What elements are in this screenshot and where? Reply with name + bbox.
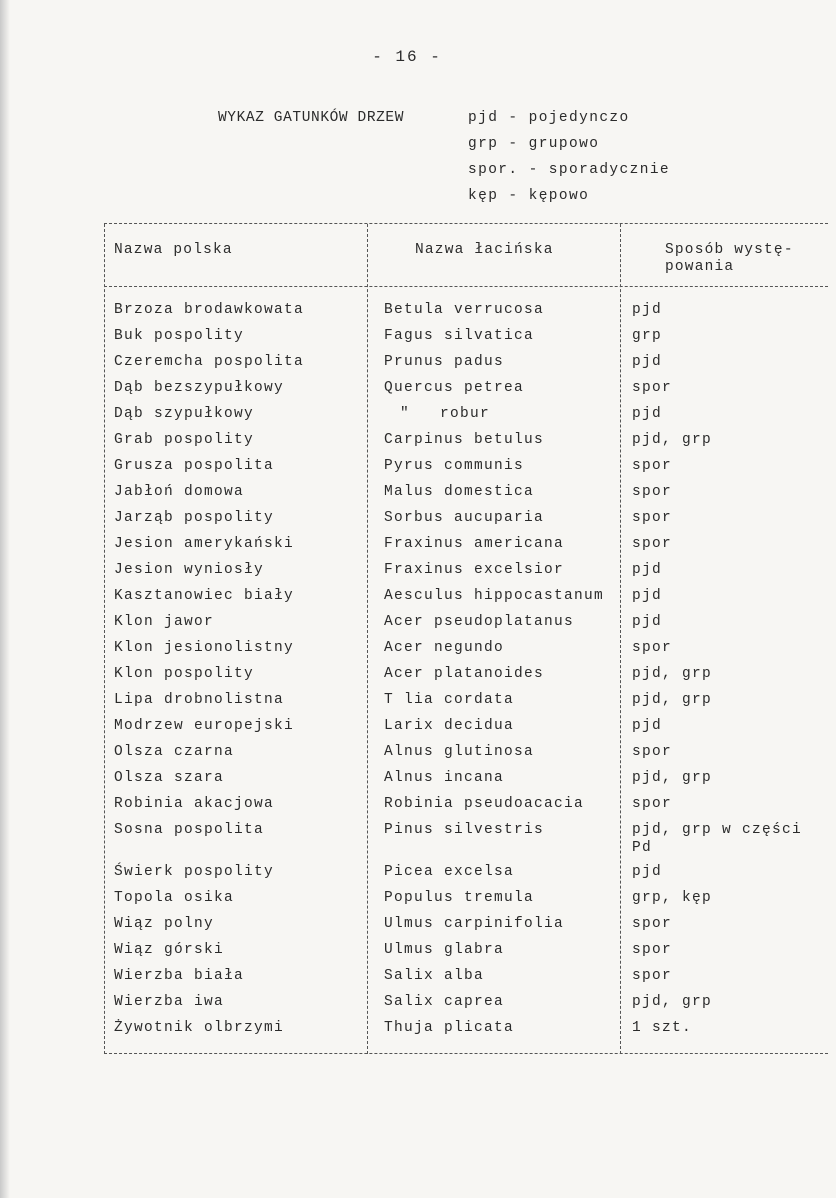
header-separator-rule: [104, 286, 828, 287]
occurrence-cell: pjd, grp: [632, 770, 713, 786]
polish-name-cell: Jarząb pospolity: [114, 510, 275, 526]
polish-name-cell: Jabłoń domowa: [114, 484, 245, 500]
table-row: [0, 665, 836, 691]
polish-name-cell: Robinia akacjowa: [114, 796, 275, 812]
latin-name-cell: Picea excelsa: [384, 864, 515, 880]
table-row: [0, 353, 836, 379]
table-row: [0, 431, 836, 457]
table-row: [0, 863, 836, 889]
occurrence-cell: spor: [632, 510, 673, 526]
occurrence-cell: pjd: [632, 562, 663, 578]
table-row: [0, 717, 836, 743]
polish-name-cell: Jesion wyniosły: [114, 562, 265, 578]
table-row: [0, 457, 836, 483]
occurrence-cell: spor: [632, 916, 673, 932]
table-row: [0, 535, 836, 561]
table-row: [0, 993, 836, 1019]
latin-name-cell: Fraxinus americana: [384, 536, 565, 552]
table-row: [0, 889, 836, 915]
list-title: WYKAZ GATUNKÓW DRZEW: [218, 110, 405, 126]
legend-item-grp: grp - grupowo: [468, 136, 600, 152]
occurrence-cell: spor: [632, 458, 673, 474]
table-row: [0, 743, 836, 769]
table-top-rule: [104, 223, 828, 224]
occurrence-cell: pjd: [632, 864, 663, 880]
table-row: [0, 691, 836, 717]
latin-name-cell: Quercus petrea: [384, 380, 525, 396]
species-table-body: [0, 301, 836, 1045]
occurrence-cell: pjd, grp: [632, 994, 713, 1010]
polish-name-cell: Klon jesionolistny: [114, 640, 295, 656]
table-row: [0, 915, 836, 941]
latin-name-cell: Alnus glutinosa: [384, 744, 535, 760]
polish-name-cell: Grab pospolity: [114, 432, 255, 448]
occurrence-cell: spor: [632, 536, 673, 552]
polish-name-cell: Modrzew europejski: [114, 718, 295, 734]
polish-name-cell: Grusza pospolita: [114, 458, 275, 474]
table-row: [0, 639, 836, 665]
occurrence-cell: spor: [632, 744, 673, 760]
occurrence-cell: spor: [632, 942, 673, 958]
latin-name-cell: Betula verrucosa: [384, 302, 545, 318]
polish-name-cell: Jesion amerykański: [114, 536, 295, 552]
occurrence-cell: pjd: [632, 354, 663, 370]
latin-name-cell: Salix alba: [384, 968, 485, 984]
occurrence-cell: grp, kęp: [632, 890, 713, 906]
latin-name-cell: Robinia pseudoacacia: [384, 796, 585, 812]
latin-name-cell: Carpinus betulus: [384, 432, 545, 448]
occurrence-line2: Pd: [632, 840, 653, 856]
polish-name-cell: Wierzba iwa: [114, 994, 225, 1010]
occurrence-cell: pjd: [632, 302, 663, 318]
polish-name-cell: Olsza szara: [114, 770, 225, 786]
table-row: [0, 483, 836, 509]
abbreviation-legend: [468, 110, 670, 214]
table-bottom-rule: [104, 1053, 828, 1054]
occurrence-cell: pjd: [632, 588, 663, 604]
latin-name-cell: Populus tremula: [384, 890, 535, 906]
occurrence-cell: spor: [632, 796, 673, 812]
latin-name-cell: Acer negundo: [384, 640, 505, 656]
polish-name-cell: Olsza czarna: [114, 744, 235, 760]
table-row: [0, 941, 836, 967]
latin-name-cell: Acer platanoides: [384, 666, 545, 682]
occurrence-cell: grp: [632, 328, 663, 344]
latin-name-cell: Sorbus aucuparia: [384, 510, 545, 526]
header-latin-name: Nazwa łacińska: [415, 242, 554, 258]
occurrence-cell: pjd, grp: [632, 666, 713, 682]
legend-item-kep: kęp - kępowo: [468, 188, 590, 204]
latin-name-cell: Prunus padus: [384, 354, 505, 370]
latin-name-cell: Fagus silvatica: [384, 328, 535, 344]
latin-name-cell: Fraxinus excelsior: [384, 562, 565, 578]
occurrence-cell: spor: [632, 968, 673, 984]
polish-name-cell: Lipa drobnolistna: [114, 692, 285, 708]
table-row: [0, 405, 836, 431]
occurrence-cell: pjd: [632, 406, 663, 422]
latin-name-cell: Aesculus hippocastanum: [384, 588, 605, 604]
latin-name-cell: Thuja plicata: [384, 1020, 515, 1036]
polish-name-cell: Brzoza brodawkowata: [114, 302, 305, 318]
table-row: [0, 967, 836, 993]
polish-name-cell: Klon pospolity: [114, 666, 255, 682]
header-occurrence: [665, 242, 794, 276]
polish-name-cell: Buk pospolity: [114, 328, 245, 344]
page-number: - 16 -: [372, 48, 442, 66]
polish-name-cell: Wiąz polny: [114, 916, 215, 932]
polish-name-cell: Sosna pospolita: [114, 822, 265, 838]
legend-item-pjd: pjd - pojedynczo: [468, 110, 630, 126]
latin-name-cell: " robur: [400, 406, 491, 422]
occurrence-cell: spor: [632, 640, 673, 656]
occurrence-cell: spor: [632, 484, 673, 500]
table-row: [0, 509, 836, 535]
table-row: [0, 769, 836, 795]
table-row: [0, 1019, 836, 1045]
polish-name-cell: Wierzba biała: [114, 968, 245, 984]
latin-name-cell: Pyrus communis: [384, 458, 525, 474]
polish-name-cell: Topola osika: [114, 890, 235, 906]
occurrence-cell: 1 szt.: [632, 1020, 693, 1036]
header-occurrence-line2: powania: [665, 259, 735, 275]
occurrence-cell: pjd, grp: [632, 692, 713, 708]
occurrence-cell: pjd: [632, 718, 663, 734]
polish-name-cell: Żywotnik olbrzymi: [114, 1020, 285, 1036]
latin-name-cell: Ulmus glabra: [384, 942, 505, 958]
latin-name-cell: Acer pseudoplatanus: [384, 614, 575, 630]
polish-name-cell: Dąb bezszypułkowy: [114, 380, 285, 396]
header-occurrence-line1: Sposób wystę-: [665, 242, 794, 258]
occurrence-cell: pjd, grp: [632, 432, 713, 448]
latin-name-cell: Pinus silvestris: [384, 822, 545, 838]
polish-name-cell: Świerk pospolity: [114, 864, 275, 880]
header-polish-name: Nazwa polska: [114, 242, 233, 258]
polish-name-cell: Kasztanowiec biały: [114, 588, 295, 604]
latin-name-cell: Ulmus carpinifolia: [384, 916, 565, 932]
polish-name-cell: Czeremcha pospolita: [114, 354, 305, 370]
latin-name-cell: Alnus incana: [384, 770, 505, 786]
table-row: [0, 587, 836, 613]
legend-item-spor: spor. - sporadycznie: [468, 162, 671, 178]
table-row: [0, 821, 836, 863]
occurrence-cell: spor: [632, 380, 673, 396]
latin-name-cell: Malus domestica: [384, 484, 535, 500]
latin-name-cell: Larix decidua: [384, 718, 515, 734]
latin-name-cell: T lia cordata: [384, 692, 515, 708]
polish-name-cell: Klon jawor: [114, 614, 215, 630]
occurrence-cell: [632, 821, 802, 857]
table-row: [0, 613, 836, 639]
table-row: [0, 379, 836, 405]
polish-name-cell: Dąb szypułkowy: [114, 406, 255, 422]
polish-name-cell: Wiąz górski: [114, 942, 225, 958]
occurrence-cell: pjd: [632, 614, 663, 630]
table-row: [0, 795, 836, 821]
occurrence-line1: pjd, grp w części: [632, 822, 803, 838]
table-row: [0, 561, 836, 587]
table-row: [0, 301, 836, 327]
table-row: [0, 327, 836, 353]
latin-name-cell: Salix caprea: [384, 994, 505, 1010]
